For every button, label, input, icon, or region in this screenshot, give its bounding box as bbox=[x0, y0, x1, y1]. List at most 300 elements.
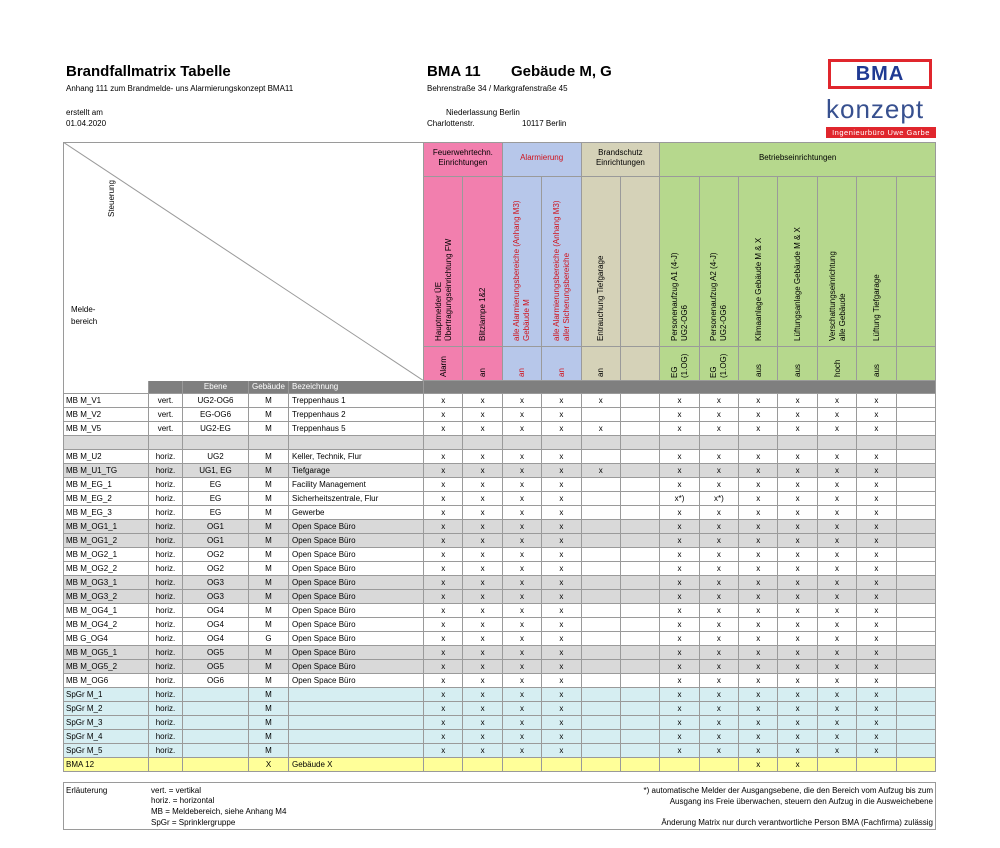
matrix-cell: x bbox=[818, 576, 857, 590]
column-action-label bbox=[670, 354, 690, 378]
row-type: horiz. bbox=[149, 674, 183, 688]
column-action bbox=[778, 347, 817, 381]
created-date: 01.04.2020 bbox=[66, 119, 107, 128]
matrix-cell bbox=[818, 758, 857, 772]
matrix-cell bbox=[424, 436, 463, 450]
column-action bbox=[700, 347, 739, 381]
matrix-cell: x bbox=[857, 716, 896, 730]
column-action-label: aus bbox=[753, 364, 763, 377]
matrix-cell: x bbox=[424, 576, 463, 590]
matrix-cell: x bbox=[857, 618, 896, 632]
row-id: MB M_OG1_2 bbox=[63, 534, 149, 548]
row-type: horiz. bbox=[149, 730, 183, 744]
matrix-cell: x bbox=[778, 548, 817, 562]
matrix-cell bbox=[897, 674, 936, 688]
column-action-label: an bbox=[596, 368, 606, 377]
matrix-cell: x bbox=[700, 618, 739, 632]
address: Behrenstraße 34 / Markgrafenstraße 45 bbox=[427, 84, 568, 93]
matrix-cell: x bbox=[857, 450, 896, 464]
group-label: Feuerwehrtechn. bbox=[432, 148, 493, 157]
legend-line: MB = Meldebereich, siehe Anhang M4 bbox=[151, 807, 287, 816]
matrix-cell bbox=[739, 436, 778, 450]
matrix-cell bbox=[621, 660, 660, 674]
matrix-cell: x bbox=[857, 688, 896, 702]
column-action-label: aus bbox=[793, 364, 803, 377]
matrix-cell: x bbox=[424, 478, 463, 492]
matrix-cell: x bbox=[818, 618, 857, 632]
column-title bbox=[149, 381, 183, 394]
matrix-cell: x bbox=[503, 744, 542, 758]
legend bbox=[63, 782, 936, 830]
column-action bbox=[542, 347, 581, 381]
matrix-cell: x bbox=[818, 688, 857, 702]
row-type: horiz. bbox=[149, 520, 183, 534]
matrix-cell bbox=[897, 450, 936, 464]
matrix-cell: x bbox=[857, 674, 896, 688]
matrix-cell: x bbox=[503, 450, 542, 464]
row-bezeichnung bbox=[289, 744, 424, 758]
matrix-cell: x bbox=[818, 730, 857, 744]
matrix-cell: x bbox=[739, 730, 778, 744]
matrix-cell: x bbox=[739, 758, 778, 772]
matrix-cell: x bbox=[542, 408, 581, 422]
matrix-cell: x bbox=[739, 660, 778, 674]
matrix-cell: x bbox=[542, 422, 581, 436]
matrix-cell: x bbox=[739, 632, 778, 646]
column-header-line: Lüftungsanlage Gebäude M & X bbox=[793, 227, 803, 341]
matrix-cell: x bbox=[818, 604, 857, 618]
corner-steuerung: Steuerung bbox=[107, 180, 116, 217]
column-action bbox=[818, 347, 857, 381]
matrix-cell: x bbox=[424, 506, 463, 520]
matrix-cell: x bbox=[818, 716, 857, 730]
matrix-cell: x bbox=[503, 590, 542, 604]
row-id: BMA 12 bbox=[63, 758, 149, 772]
matrix-cell: x bbox=[778, 590, 817, 604]
row-id: MB M_OG2_2 bbox=[63, 562, 149, 576]
row-ebene bbox=[183, 688, 249, 702]
row-type bbox=[149, 436, 183, 450]
row-ebene: EG bbox=[183, 478, 249, 492]
matrix-cell: x bbox=[739, 478, 778, 492]
column-action bbox=[660, 347, 699, 381]
matrix-cell: x bbox=[739, 702, 778, 716]
group-label: Brandschutz bbox=[598, 148, 643, 157]
row-type: horiz. bbox=[149, 660, 183, 674]
row-ebene: OG6 bbox=[183, 674, 249, 688]
matrix-cell: x bbox=[660, 660, 699, 674]
row-gebaeude: M bbox=[249, 604, 289, 618]
document-subtitle: Anhang 111 zum Brandmelde- uns Alarmierungskonzept BMA11 bbox=[66, 84, 294, 93]
row-ebene: UG2 bbox=[183, 450, 249, 464]
matrix-cell bbox=[621, 758, 660, 772]
matrix-cell: x bbox=[463, 408, 502, 422]
matrix-cell: x bbox=[778, 408, 817, 422]
matrix-cell: x bbox=[503, 534, 542, 548]
matrix-cell: x bbox=[463, 534, 502, 548]
row-bezeichnung bbox=[289, 688, 424, 702]
matrix-cell: x bbox=[739, 688, 778, 702]
matrix-cell bbox=[582, 660, 621, 674]
matrix-cell: x bbox=[503, 464, 542, 478]
matrix-cell: x bbox=[660, 674, 699, 688]
matrix-cell: x bbox=[818, 422, 857, 436]
matrix-cell: x bbox=[818, 702, 857, 716]
column-header-line: Personenaufzug A2 (4-J) bbox=[709, 252, 719, 341]
row-type: horiz. bbox=[149, 450, 183, 464]
matrix-cell: x bbox=[542, 688, 581, 702]
matrix-cell: x bbox=[542, 464, 581, 478]
row-ebene bbox=[183, 744, 249, 758]
matrix-cell: x bbox=[582, 394, 621, 408]
row-id: MB M_U2 bbox=[63, 450, 149, 464]
matrix-cell: x bbox=[739, 744, 778, 758]
matrix-cell: x bbox=[778, 632, 817, 646]
matrix-cell: x bbox=[700, 576, 739, 590]
matrix-cell: x bbox=[424, 590, 463, 604]
column-header bbox=[542, 177, 581, 347]
matrix-cell bbox=[897, 520, 936, 534]
matrix-cell: x bbox=[857, 520, 896, 534]
row-ebene bbox=[183, 436, 249, 450]
legend-note: Änderung Matrix nur durch verantwortliche Person BMA (Fachfirma) zulässig bbox=[661, 818, 933, 827]
row-ebene: OG2 bbox=[183, 548, 249, 562]
matrix-cell bbox=[582, 478, 621, 492]
matrix-cell: x bbox=[818, 548, 857, 562]
matrix-cell bbox=[897, 506, 936, 520]
row-type: horiz. bbox=[149, 576, 183, 590]
matrix-cell: x bbox=[503, 506, 542, 520]
row-id: MB G_OG4 bbox=[63, 632, 149, 646]
row-ebene: EG bbox=[183, 492, 249, 506]
matrix-cell: x bbox=[503, 702, 542, 716]
row-type: vert. bbox=[149, 408, 183, 422]
row-gebaeude: M bbox=[249, 646, 289, 660]
header-bar-right bbox=[424, 381, 936, 394]
matrix-cell: x bbox=[739, 492, 778, 506]
row-id: MB M_OG3_1 bbox=[63, 576, 149, 590]
matrix-cell: x bbox=[857, 632, 896, 646]
matrix-cell bbox=[582, 408, 621, 422]
row-bezeichnung bbox=[289, 436, 424, 450]
matrix-cell: x bbox=[857, 422, 896, 436]
matrix-cell: x bbox=[700, 730, 739, 744]
matrix-cell bbox=[621, 744, 660, 758]
row-bezeichnung bbox=[289, 702, 424, 716]
matrix-cell: x bbox=[424, 422, 463, 436]
column-header bbox=[424, 177, 463, 347]
matrix-cell: x bbox=[857, 646, 896, 660]
matrix-cell: x bbox=[503, 730, 542, 744]
matrix-cell: x bbox=[463, 506, 502, 520]
matrix-cell bbox=[503, 436, 542, 450]
matrix-cell: x bbox=[542, 492, 581, 506]
row-id: SpGr M_1 bbox=[63, 688, 149, 702]
matrix-cell: x bbox=[778, 576, 817, 590]
row-gebaeude: M bbox=[249, 716, 289, 730]
matrix-cell bbox=[621, 450, 660, 464]
matrix-cell: x bbox=[463, 674, 502, 688]
matrix-cell: x bbox=[778, 492, 817, 506]
matrix-cell bbox=[897, 408, 936, 422]
column-header-line: Übertragungseinrichtung FW bbox=[443, 238, 453, 341]
matrix-cell: x bbox=[463, 492, 502, 506]
matrix-cell bbox=[897, 618, 936, 632]
matrix-cell: x bbox=[542, 534, 581, 548]
row-ebene: OG4 bbox=[183, 604, 249, 618]
column-header-line: Blitzlampe 1&2 bbox=[478, 287, 488, 341]
matrix-cell: x bbox=[660, 576, 699, 590]
matrix-cell: x bbox=[503, 660, 542, 674]
column-header-line: Klimaanlage Gebäude M & X bbox=[753, 237, 763, 341]
column-header-label bbox=[670, 253, 690, 342]
matrix-cell: x bbox=[739, 506, 778, 520]
matrix-cell bbox=[897, 464, 936, 478]
matrix-cell: x bbox=[463, 688, 502, 702]
group-header bbox=[503, 142, 582, 177]
matrix-cell bbox=[621, 646, 660, 660]
matrix-cell bbox=[621, 604, 660, 618]
matrix-cell: x bbox=[424, 730, 463, 744]
matrix-cell: x bbox=[503, 492, 542, 506]
row-gebaeude: M bbox=[249, 394, 289, 408]
row-bezeichnung: Open Space Büro bbox=[289, 590, 424, 604]
matrix-cell: x bbox=[503, 674, 542, 688]
row-bezeichnung: Treppenhaus 1 bbox=[289, 394, 424, 408]
matrix-cell bbox=[582, 632, 621, 646]
column-header-line: UG2-OG6 bbox=[679, 304, 689, 341]
matrix-cell bbox=[897, 730, 936, 744]
matrix-cell: x bbox=[739, 604, 778, 618]
matrix-cell: x bbox=[857, 562, 896, 576]
column-action-label: aus bbox=[871, 364, 881, 377]
matrix-cell: x bbox=[660, 716, 699, 730]
row-id: SpGr M_2 bbox=[63, 702, 149, 716]
row-id: MB M_U1_TG bbox=[63, 464, 149, 478]
matrix-cell: x bbox=[463, 716, 502, 730]
row-type: horiz. bbox=[149, 702, 183, 716]
matrix-cell bbox=[660, 436, 699, 450]
column-action bbox=[621, 347, 660, 381]
matrix-cell bbox=[582, 646, 621, 660]
brandfall-matrix bbox=[63, 142, 936, 772]
column-action-label: an bbox=[556, 368, 566, 377]
column-header-line: aller Sicherungsbereiche bbox=[561, 252, 571, 341]
row-ebene: OG1 bbox=[183, 520, 249, 534]
row-ebene: EG bbox=[183, 506, 249, 520]
row-bezeichnung: Treppenhaus 2 bbox=[289, 408, 424, 422]
row-bezeichnung: Treppenhaus 5 bbox=[289, 422, 424, 436]
matrix-cell: x bbox=[857, 534, 896, 548]
matrix-cell bbox=[542, 436, 581, 450]
matrix-cell: x bbox=[582, 464, 621, 478]
matrix-cell bbox=[582, 590, 621, 604]
matrix-cell: x bbox=[503, 716, 542, 730]
matrix-cell: x bbox=[660, 408, 699, 422]
matrix-cell: x bbox=[542, 660, 581, 674]
corner-melde-2: bereich bbox=[71, 317, 98, 326]
matrix-cell: x bbox=[700, 450, 739, 464]
matrix-cell: x bbox=[700, 660, 739, 674]
matrix-cell: x bbox=[857, 408, 896, 422]
branch: Niederlassung Berlin bbox=[446, 108, 520, 117]
matrix-cell bbox=[700, 758, 739, 772]
row-type: horiz. bbox=[149, 590, 183, 604]
group-header bbox=[660, 142, 936, 177]
row-bezeichnung: Open Space Büro bbox=[289, 660, 424, 674]
matrix-cell bbox=[582, 716, 621, 730]
matrix-cell: x bbox=[660, 646, 699, 660]
matrix-cell: x bbox=[700, 394, 739, 408]
matrix-cell bbox=[621, 674, 660, 688]
matrix-cell: x bbox=[542, 702, 581, 716]
matrix-cell bbox=[582, 562, 621, 576]
column-header bbox=[503, 177, 542, 347]
row-bezeichnung: Open Space Büro bbox=[289, 604, 424, 618]
row-bezeichnung: Open Space Büro bbox=[289, 534, 424, 548]
column-header-line: alle Alarmierungsbereiche (Anhang M3) bbox=[512, 200, 522, 341]
matrix-cell: x bbox=[700, 520, 739, 534]
matrix-cell: x bbox=[503, 548, 542, 562]
corner-diagonal bbox=[63, 142, 424, 381]
matrix-cell bbox=[463, 436, 502, 450]
matrix-cell: x bbox=[463, 660, 502, 674]
row-type: horiz. bbox=[149, 716, 183, 730]
matrix-cell: x bbox=[857, 576, 896, 590]
matrix-cell bbox=[897, 702, 936, 716]
street: Charlottenstr. bbox=[427, 119, 475, 128]
column-header-label bbox=[709, 253, 729, 342]
row-gebaeude: M bbox=[249, 408, 289, 422]
matrix-cell: x*) bbox=[700, 492, 739, 506]
matrix-cell: x bbox=[818, 674, 857, 688]
logo-konzept: konzept bbox=[826, 94, 925, 124]
matrix-cell: x bbox=[700, 632, 739, 646]
matrix-cell: x bbox=[542, 450, 581, 464]
matrix-cell: x bbox=[857, 702, 896, 716]
row-ebene: UG2-OG6 bbox=[183, 394, 249, 408]
matrix-cell: x bbox=[700, 506, 739, 520]
matrix-cell: x bbox=[660, 688, 699, 702]
row-type: horiz. bbox=[149, 548, 183, 562]
matrix-cell bbox=[582, 436, 621, 450]
matrix-cell: x bbox=[778, 688, 817, 702]
matrix-cell: x bbox=[660, 702, 699, 716]
bma-title: BMA 11 bbox=[427, 63, 481, 80]
column-header-line: Hauptmelder ÜE bbox=[433, 281, 443, 341]
matrix-cell: x bbox=[700, 562, 739, 576]
city: 10117 Berlin bbox=[522, 119, 567, 128]
row-id: MB M_OG6 bbox=[63, 674, 149, 688]
legend-note: Ausgang ins Freie überwachen, steuern den Aufzug in die Ausweichebene bbox=[669, 797, 933, 806]
column-header-line: alle Alarmierungsbereiche (Anhang M3) bbox=[551, 200, 561, 341]
matrix-cell: x bbox=[660, 478, 699, 492]
matrix-cell: x bbox=[463, 422, 502, 436]
matrix-cell: x bbox=[739, 576, 778, 590]
matrix-cell: x bbox=[857, 660, 896, 674]
column-action-label: hoch bbox=[832, 359, 842, 377]
matrix-cell: x bbox=[700, 688, 739, 702]
group-label: Einrichtungen bbox=[595, 158, 645, 167]
matrix-cell bbox=[424, 758, 463, 772]
legend-line: vert. = vertikal bbox=[151, 786, 202, 795]
matrix-cell: x bbox=[463, 730, 502, 744]
row-gebaeude: M bbox=[249, 464, 289, 478]
row-bezeichnung: Gebäude X bbox=[289, 758, 424, 772]
row-ebene: OG3 bbox=[183, 576, 249, 590]
column-action bbox=[424, 347, 463, 381]
matrix-cell: x bbox=[503, 520, 542, 534]
matrix-cell: x bbox=[739, 646, 778, 660]
matrix-cell: x bbox=[424, 716, 463, 730]
matrix-cell: x bbox=[778, 716, 817, 730]
matrix-cell: x bbox=[542, 674, 581, 688]
matrix-cell: x bbox=[739, 422, 778, 436]
matrix-cell bbox=[897, 436, 936, 450]
row-id: MB M_OG4_1 bbox=[63, 604, 149, 618]
matrix-cell: x bbox=[857, 464, 896, 478]
row-ebene: OG4 bbox=[183, 618, 249, 632]
row-id: MB M_V5 bbox=[63, 422, 149, 436]
group-header bbox=[582, 142, 661, 177]
matrix-cell: x bbox=[424, 646, 463, 660]
row-id: MB M_OG2_1 bbox=[63, 548, 149, 562]
row-ebene: UG1, EG bbox=[183, 464, 249, 478]
row-bezeichnung bbox=[289, 730, 424, 744]
diagonal-line bbox=[63, 142, 424, 381]
matrix-cell: x bbox=[778, 534, 817, 548]
row-type: vert. bbox=[149, 394, 183, 408]
matrix-cell bbox=[897, 744, 936, 758]
row-id bbox=[63, 436, 149, 450]
matrix-cell bbox=[621, 478, 660, 492]
matrix-cell bbox=[582, 520, 621, 534]
matrix-cell: x bbox=[778, 450, 817, 464]
matrix-cell bbox=[621, 422, 660, 436]
logo-bma: BMA bbox=[828, 59, 932, 89]
matrix-cell: x bbox=[778, 506, 817, 520]
matrix-cell: x bbox=[503, 618, 542, 632]
row-gebaeude: M bbox=[249, 520, 289, 534]
column-header bbox=[857, 177, 896, 347]
building-title: Gebäude M, G bbox=[511, 63, 612, 80]
matrix-cell bbox=[778, 436, 817, 450]
column-header-line: Entrauchung Tiefgarage bbox=[596, 255, 606, 341]
created-label: erstellt am bbox=[66, 108, 103, 117]
group-label: Alarmierung bbox=[520, 153, 564, 162]
matrix-cell: x bbox=[660, 730, 699, 744]
matrix-cell bbox=[582, 506, 621, 520]
matrix-cell bbox=[582, 534, 621, 548]
matrix-cell: x bbox=[542, 590, 581, 604]
column-header bbox=[897, 177, 936, 347]
matrix-cell bbox=[582, 758, 621, 772]
row-gebaeude: M bbox=[249, 590, 289, 604]
matrix-cell: x bbox=[542, 576, 581, 590]
matrix-cell: x bbox=[818, 520, 857, 534]
matrix-cell: x bbox=[739, 674, 778, 688]
matrix-cell: x bbox=[818, 632, 857, 646]
column-action-label: an bbox=[478, 368, 488, 377]
matrix-cell bbox=[621, 688, 660, 702]
matrix-cell: x bbox=[739, 716, 778, 730]
column-title: Gebäude bbox=[249, 381, 289, 394]
matrix-cell: x bbox=[424, 660, 463, 674]
row-bezeichnung: Open Space Büro bbox=[289, 562, 424, 576]
matrix-cell: x bbox=[660, 548, 699, 562]
matrix-cell bbox=[582, 744, 621, 758]
matrix-cell: x bbox=[542, 394, 581, 408]
